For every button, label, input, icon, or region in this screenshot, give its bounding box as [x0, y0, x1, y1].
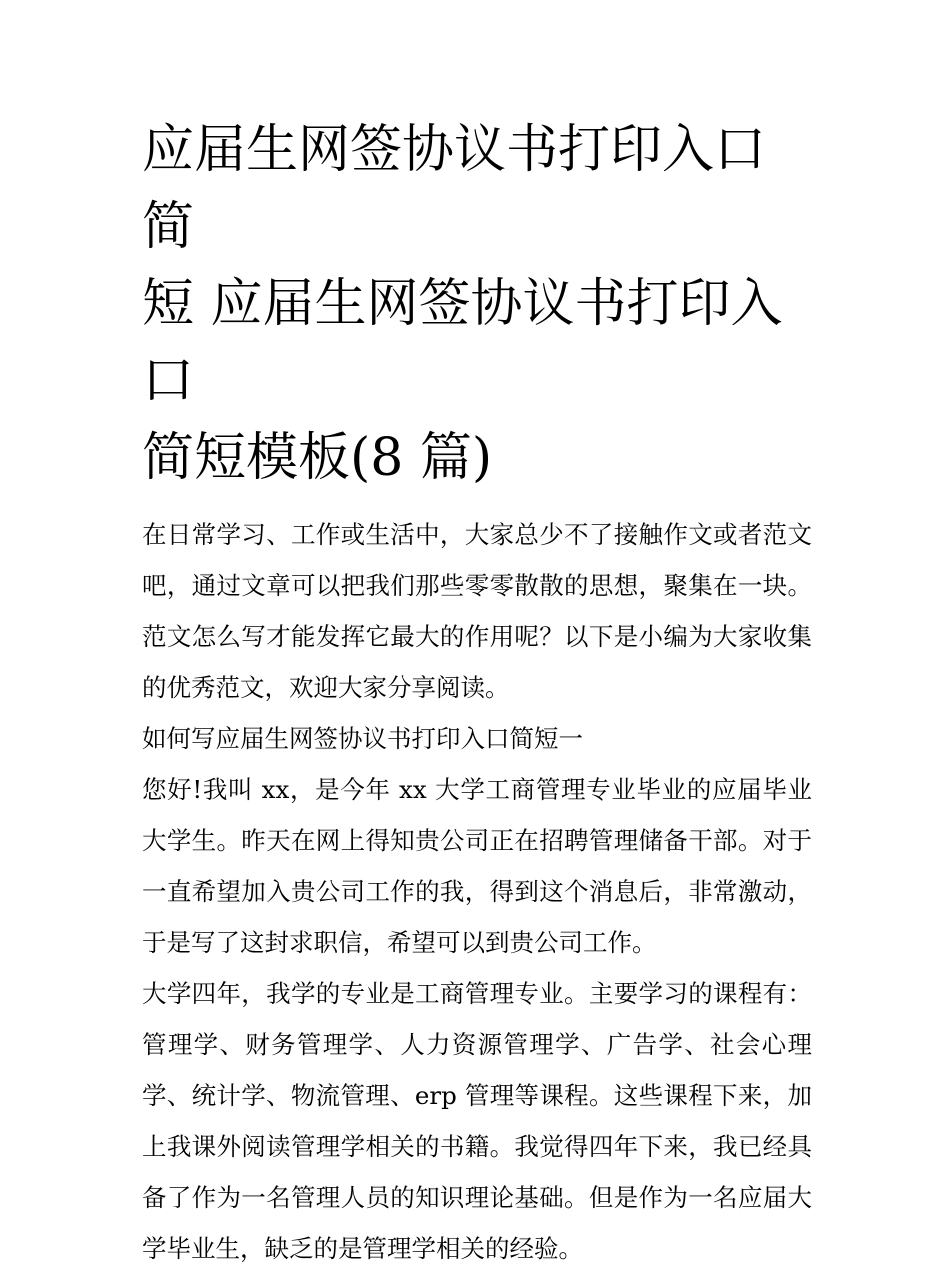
section-heading: 如何写应届生网签协议书打印入口简短一	[142, 724, 583, 753]
body-paragraph: 大学四年，我学的专业是工商管理专业。主要学习的课程有：管理学、财务管理学、人力资源管理学、广告学、社会心理学、统计学、物流管理、erp 管理等课程。这些课程下来，加上我课外阅读管理学相关的书籍。我觉得四年下来，我已经具备了作为一名管理人员的知识理论基础。但是作为一名应届大学毕业生，缺乏的是管理学相关的经验。	[142, 979, 812, 1263]
title-line: 简短模板(8 篇)	[142, 428, 493, 488]
document-title	[142, 112, 812, 497]
document-body	[142, 509, 812, 1274]
document-content	[142, 112, 812, 1274]
title-line: 应届生网签协议书打印入口简	[142, 120, 767, 257]
intro-paragraph: 在日常学习、工作或生活中，大家总少不了接触作文或者范文吧，通过文章可以把我们那些零零散散的思想，聚集在一块。范文怎么写才能发挥它最大的作用呢？以下是小编为大家收集的优秀范文，欢迎大家分享阅读。	[142, 520, 812, 702]
title-line: 短 应届生网签协议书打印入口	[142, 274, 783, 411]
body-paragraph: 您好!我叫 xx，是今年 xx 大学工商管理专业毕业的应届毕业大学生。昨天在网上得知贵公司正在招聘管理储备干部。对于一直希望加入贵公司工作的我，得到这个消息后，非常激动，于是写了这封求职信，希望可以到贵公司工作。	[142, 775, 812, 957]
